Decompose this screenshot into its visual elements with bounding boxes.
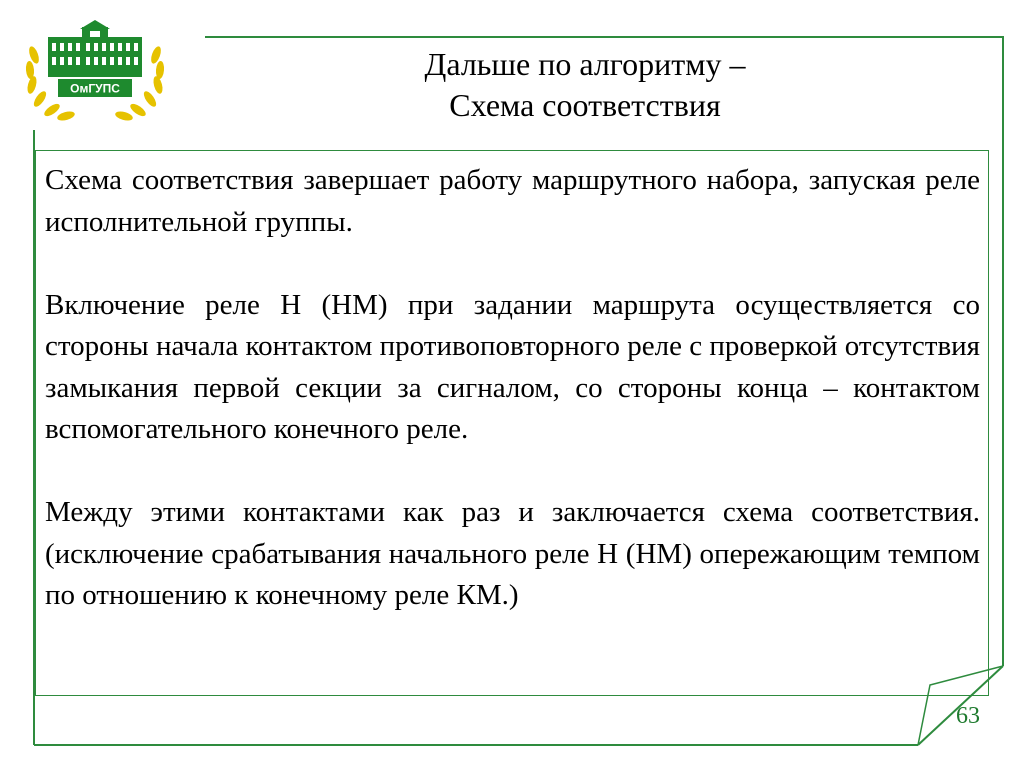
logo-text: ОмГУПС [70, 81, 120, 96]
paragraph-3: Между этими контактами как раз и заключается схема соответствия. (исключение срабатывания начального реле Н (НМ) опережающим темпом по отношению к конечному реле КМ.) [45, 496, 980, 611]
content-text [45, 160, 980, 617]
page-number: 63 [956, 703, 980, 729]
paragraph-1: Схема соответствия завершает работу маршрутного набора, запуская реле исполнительной группы. [45, 164, 980, 238]
title-line-2: Схема соответствия [449, 87, 721, 123]
omgups-logo [20, 15, 170, 125]
title-line-1: Дальше по алгоритму – [424, 46, 746, 82]
paragraph-2: Включение реле Н (НМ) при задании маршрута осуществляется со стороны начала контактом противоповторного реле с проверкой отсутствия замыкания первой секции за сигналом, со стороны конца – контактом вспомогательного конечного реле. [45, 288, 980, 445]
slide-title [320, 44, 850, 126]
